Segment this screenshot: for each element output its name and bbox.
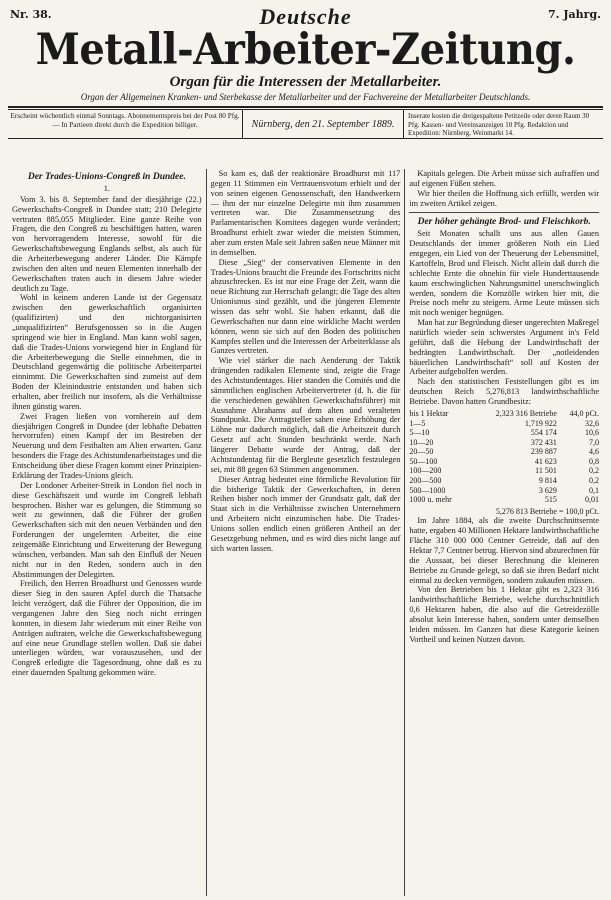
stat-percent: 10,6 [585, 428, 600, 438]
newspaper-page [8, 4, 603, 896]
stat-percent: 0,2 [589, 466, 600, 476]
table-row [409, 447, 599, 457]
table-row [409, 476, 599, 486]
stat-count: 11 501 [535, 466, 557, 476]
article-headline-congress: Der Trades-Unions-Congreß in Dundee. [27, 172, 186, 182]
article-columns [8, 169, 603, 896]
statistics-total: 5,276 813 Betriebe = 100,0 pCt. [495, 506, 600, 516]
stat-percent: 0,2 [589, 476, 600, 486]
paragraph: Dieser Antrag bedeutet eine förmliche Revolution für die bisherige Taktik der Gewerkschaften, in deren Reihen bisher noch immer der Grundsatz galt, daß der Staat sich in die Verhältnisse zwischen Unternehmern und Arbeitern nicht einzumischen habe. Die Trades-Unions sollen endlich einen größeren Antheil an der Gesetzgebung nehmen, und es wird dies nicht lange auf sich warten lassen. [210, 474, 401, 553]
stat-percent: 0,8 [589, 456, 600, 466]
masthead-top [8, 4, 603, 29]
paragraph: Im Jahre 1884, als die zweite Durchschnittsernte hatte, ergaben 40 Millionen Hektare landwirthschaftliche Fläche 310 000 000 Centner Getreide, daß auf den Hektar 7,7 Centner betrug. Hiervon sind abzurechnen für die Aussaat, bei dieser Berechnung die kleineren Betriebe zu Grunde gelegt, so daß sie ihren Bedarf nicht einmal zu decken vermögen, sondern zukaufen müssen. [409, 516, 600, 585]
table-row [409, 495, 599, 505]
paragraph: Von den Betrieben bis 1 Hektar gibt es 2,323 316 landwirthschaftliche Betriebe, welche durchschnittlich 0,6 Hektaren haben, die also auf die Getreidezölle absolut kein Interesse haben, sondern unter demselben leiden müssen. Im Ganzen hat diese Kategorie keinen Vortheil und keinen Nutzen davon. [409, 585, 600, 644]
stat-range: 200—500 [409, 476, 442, 486]
paragraph: Freilich, den Herren Broadhurst und Genossen wurde dieser Sieg in den sauren Apfel durch die Thatsache leicht verzögert, daß die Führer der Opposition, die im vergangenen Jahre den Sieg noch nicht erringen konnten, in diesem Jahr wiederum mit einer Reihe von Anträgen auftraten, welche die Gewerkschaftsbewegung auf eine neue Grundlage stellen wollen. Daß sie dabei unterliegen würden, war vorauszusehen, und der Congreß erledigte die Tagesordnung, ohne daß es zu einer dauernden Spaltung gekommen wäre. [12, 579, 202, 678]
stat-percent: 32,6 [585, 418, 600, 428]
stat-percent: 0,1 [589, 485, 600, 495]
article-headline-bread: Der höher gehängte Brod- und Fleischkorb. [417, 217, 591, 228]
column-3 [404, 169, 603, 896]
stat-percent: 0,01 [585, 495, 600, 505]
paragraph: Nach den statistischen Feststellungen gibt es im deutschen Reich 5,276,813 landwirthschaftliche Betriebe. Davon hatten Grundbesitz: [409, 377, 600, 407]
article-part-number: 1. [103, 184, 110, 193]
newspaper-subtitle: Organ für die Interessen der Metallarbeiter. [169, 74, 442, 90]
date-line: Nürnberg, den 21. September 1889. [242, 110, 404, 138]
stat-count: 41 623 [534, 456, 557, 466]
paragraph: Der Londoner Arbeiter-Streik in London fiel noch in diese Geschäftszeit und wurde im Congreß lebhaft besprochen. Bisher war es gelungen, die Stimmung so weit zu gewinnen, daß die Führer der großen Gewerkschaften sich mit den neuen Verbänden und den Forderungen der ungelernten Arbeiter, die eine zeitgemäße Einrichtung und Erweiterung der Bewegung wünschen, verbanden. Man sah den Einfluß der Neuen nicht nur in den Reden, sondern auch in den Abstimmungen der Delegirten. [12, 480, 202, 579]
stat-count: 1,719 922 [524, 418, 557, 428]
paragraph: Wir hier theilen die Hoffnung sich erfüllt, werden wir im zweiten Artikel zeigen. [409, 188, 600, 208]
farm-statistics-table [409, 409, 599, 505]
issue-number: Nr. 38. [10, 8, 52, 21]
table-row [409, 457, 599, 467]
article-separator [409, 212, 599, 213]
paragraph: Vom 3. bis 8. September fand der diesjährige (22.) Gewerkschafts-Congreß in Dundee statt; 210 Delegirte vertraten 885,055 Mitglieder. Eine ganze Reihe von Fragen, die den Congreß zu beschäftigen hatten, waren von hervorragendem Interesse, sowohl für die Gewerkschaftsbewegung Englands selbst, als auch für die Arbeiterbewegung anderer Länder. Die Kämpfe zwischen den alten und neuen Elementen innerhalb der Gewerkschaften traten auch in diesem Jahre wieder deutlich zu Tage. [12, 194, 202, 293]
newspaper-title: Metall-Arbeiter-Zeitung. [35, 24, 576, 75]
table-row [409, 486, 599, 496]
stat-percent: 7,0 [589, 437, 600, 447]
advert-info: Inserate kosten die dreigespaltene Petitzeile oder deren Raum 30 Pfg. Kassen- und Vereinsanzeigen 10 Pfg. Redaktion und Expedition: Nürnberg, Weinmarkt 14. [408, 112, 590, 138]
stat-count: 554 174 [530, 428, 557, 438]
stat-percent: 4,6 [589, 447, 600, 457]
masthead-kicker: Deutsche [259, 4, 352, 29]
stat-count: 372 431 [530, 437, 557, 447]
stat-range: 50—100 [409, 456, 438, 466]
stat-range: 500—1000 [409, 485, 446, 495]
paragraph: Seit Monaten schallt uns aus allen Gauen Deutschlands der immer größeren Noth ein Lied entgegen, ein Lied von der Theuerung der Lebensmittel, Kartoffeln, Brod und Fleisch. Nicht allein daß durch die schlechte Ernte die ohnehin für viele Hunderttausende kaum erschwinglichen Nahrungsmittel unerschwinglich werden, sondern die Kornzölle wirken hier mit, die Preise noch mehr zu steigern. Arme Leute müssen sich mit noch weniger begnügen. [409, 229, 600, 318]
subscription-info: Erscheint wöchentlich einmal Sonntags. Abonnementspreis bei der Post 80 Pfg. — In Partieen direkt durch die Expedition billiger. [10, 112, 240, 129]
stat-count: 3 629 [538, 485, 557, 495]
table-row [409, 466, 599, 476]
stat-count: 515 [544, 495, 557, 505]
table-row [409, 409, 599, 419]
stat-range: 1000 u. mehr [409, 495, 452, 505]
paragraph: Man hat zur Begründung dieser ungerechten Maßregel natürlich wieder sein schwerstes Argument in's Feld geführt, daß die Hebung der Landwirthschaft der bedrängten Landwirthschaft. Der „notleidenden bäuerlichen Landwirthschaft“ soll auf Kosten der Arbeiter aufgeholfen werden. [409, 318, 600, 377]
table-row [409, 438, 599, 448]
paragraph: Kapitals gelegen. Die Arbeit müsse sich aufraffen und auf eigenen Füßen stehen. [409, 169, 600, 188]
stat-range: 1—5 [409, 418, 426, 428]
stat-range: 5—10 [409, 428, 430, 438]
stat-range: 20—50 [409, 447, 434, 457]
masthead-rule [8, 106, 603, 108]
paragraph: Zwei Fragen ließen von vornherein auf dem diesjährigen Congreß in Dundee (der lebhafte Debatten hervorrufen) einen Kampf der im Bestreben der Neuerung und dem Festhalten am Alten erwarten. Ganz besonders die Frage des Achtstundenarbeitstages und die Entscheidung über diese Fragen kommt einer Prinzipien-Erklärung der Trades-Unions gleich. [12, 411, 202, 480]
stat-range: 100—200 [409, 466, 442, 476]
stat-range: 10—20 [409, 437, 434, 447]
organ-line: Organ der Allgemeinen Kranken- und Sterbekasse der Metallarbeiter und der Fachvereine der Metallarbeiter Deutschlands. [80, 92, 531, 102]
stat-count: 239 887 [530, 447, 557, 457]
volume-year: 7. Jahrg. [548, 8, 601, 21]
stat-count: 2,323 316 Betriebe [495, 408, 557, 418]
stat-percent: 44,0 pCt. [569, 408, 600, 418]
table-row [409, 419, 599, 429]
column-1 [8, 169, 206, 896]
info-bar [8, 110, 603, 139]
paragraph: Wie viel stärker die nach Aenderung der Taktik drängenden radikalen Elemente sind, zeigte die Frage des Achtstundentages. Hier standen die Comités und die sämmtlichen englischen Arbeitervertreter (d. h. die für die verschiedenen gewählten Gewerkschaftsführer) mit Ausnahme Abrahams auf dem alten und veralteten Standpunkt. Die Antragsteller sahen eine Erhöhung der Löhne nur dadurch möglich, daß die Arbeitszeit durch Gesetz auf acht Stunden beschränkt werde. Nach längerer Debatte wurde der Antrag, daß der Achtstundentag für die Bergleute gesetzlich festzulegen sei, mit 88 gegen 63 Stimmen angenommen. [210, 356, 401, 474]
stat-range: bis 1 Hektar [409, 408, 449, 418]
paragraph: Diese „Sieg“ der conservativen Elemente in den Trades-Unions braucht die Freunde des Fortschritts nicht abzuschrecken. Es ist nur eine Frage der Zeit, wann die neue Richtung zur Herrschaft gelangt; die Tage des alten Unionismus sind gezählt, und die jüngeren Elemente wissen das sehr wohl. Sie haben erkannt, daß die Gewerkschaften nur dann eine wirkliche Macht werden können, wenn sie sich auf den Boden des politischen Kampfes stellen und die Interessen der Arbeiterklasse als Ganzes vertreten. [210, 257, 401, 356]
column-2 [206, 169, 405, 896]
table-row [409, 428, 599, 438]
stat-count: 9 814 [538, 476, 557, 486]
paragraph: Wohl in keinem anderen Lande ist der Gegensatz zwischen den gewerkschaftlich organisirten (qualifizirten) und den nichtorganisirten „unqualifizirten“ Berufsgenossen so in die Augen springend wie hier in England. Man kann wohl sagen, daß die Trades-Unions vorwiegend hier in England für die Arbeiterbewegung die Stelle einnehmen, die in Deutschland gegenwärtig die politische Arbeiterpartei einnimmt. Die Gewerkschaften sind zumeist auf dem Boden der Kleinindustrie entstanden und haben sich erhalten, aber freilich nur insofern, als die Verhältnisse ihnen günstig waren. [12, 293, 202, 411]
paragraph: So kam es, daß der reaktionäre Broadhurst mit 117 gegen 11 Stimmen ein Vertrauensvotum erhielt und der von seinen eigenen Genossenschaft, den Handwerkern — ihm der nur einzelne Delegirte mit ihm zusammen vertreten war. Die Zusammensetzung des Parlamentarischen Komitees dagegen wurde verändert; Broadhurst erhielt zwar wieder die meisten Stimmen, aber zum ersten Male seit Jahren saßen neue Männer mit in demselben. [210, 169, 401, 257]
